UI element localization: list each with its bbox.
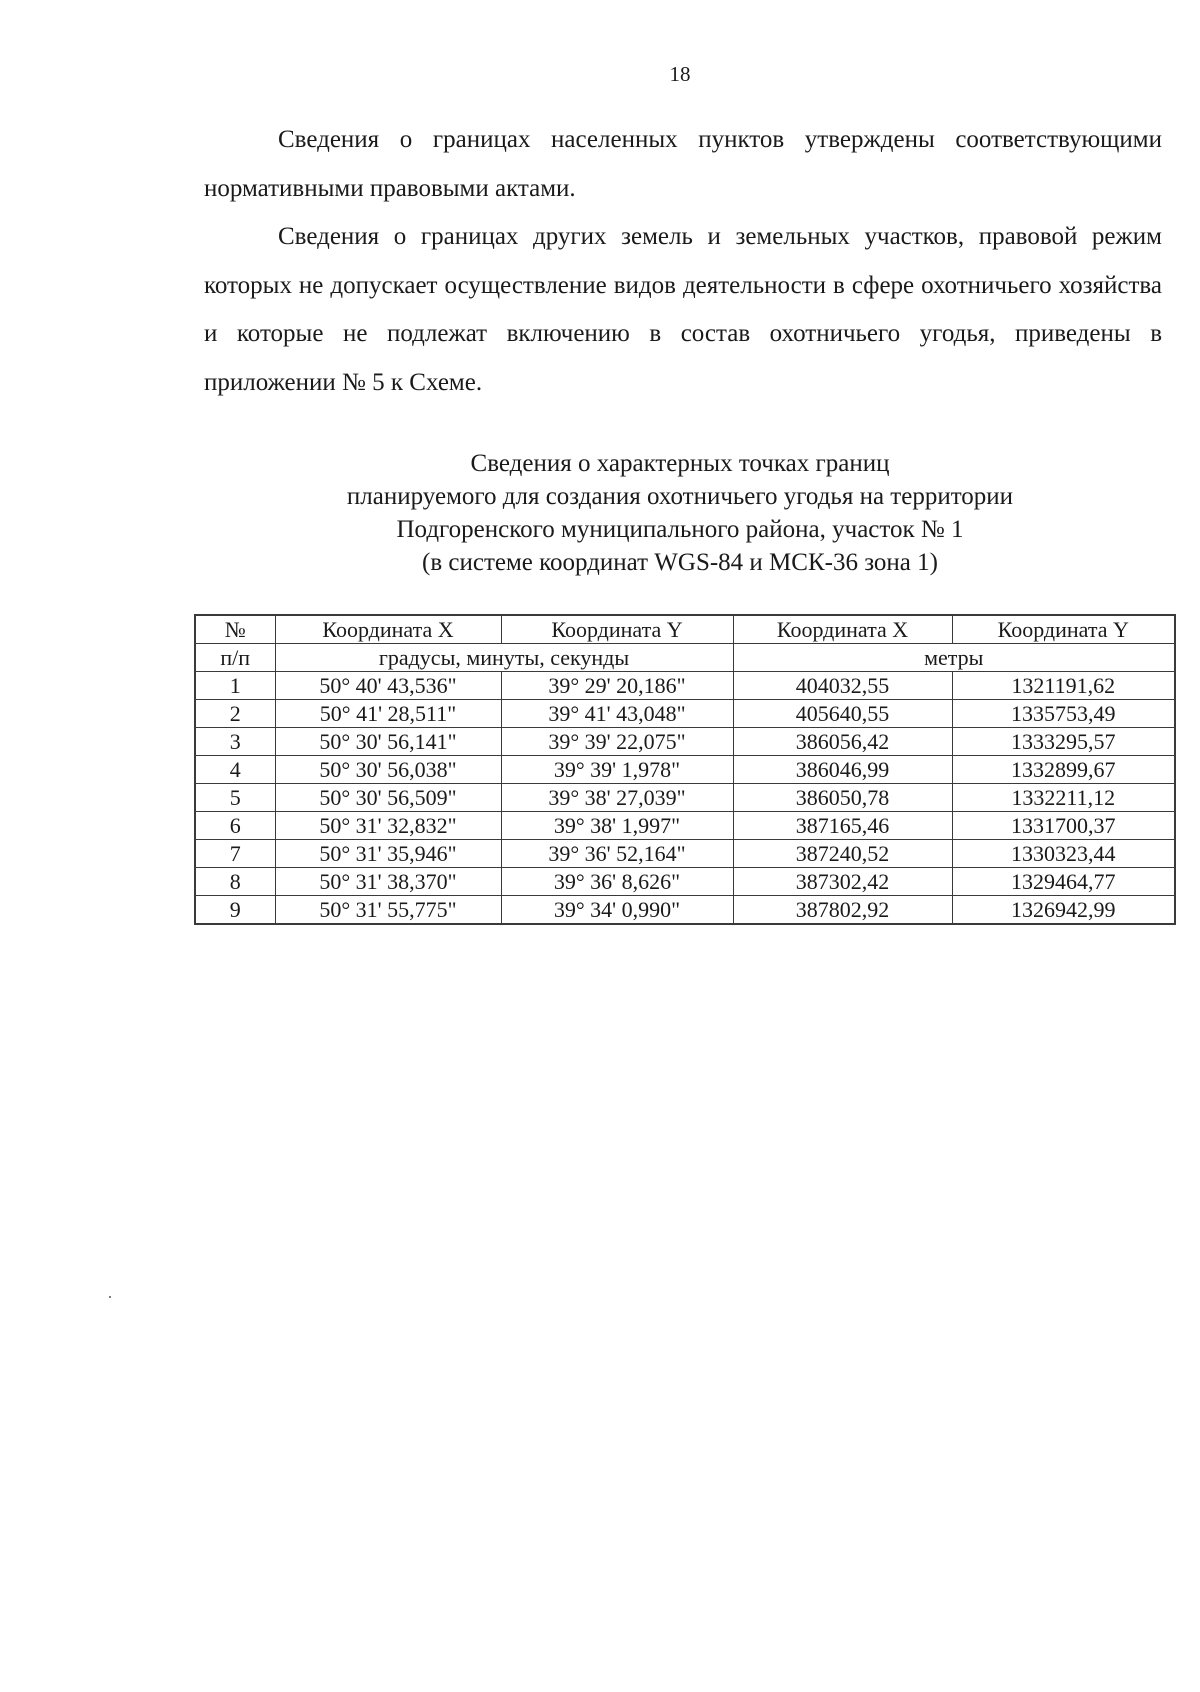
header-y-degrees: Координата Y: [501, 615, 733, 644]
cell-y-degrees: 39° 41' 43,048": [501, 700, 733, 728]
scan-speck: [109, 1296, 111, 1298]
cell-y-degrees: 39° 34' 0,990": [501, 896, 733, 925]
cell-y-meters: 1332211,12: [952, 784, 1175, 812]
cell-x-meters: 405640,55: [733, 700, 952, 728]
boundary-points-table: [194, 614, 1176, 925]
cell-y-meters: 1332899,67: [952, 756, 1175, 784]
cell-number: 6: [195, 812, 275, 840]
cell-x-degrees: 50° 31' 55,775": [275, 896, 501, 925]
cell-x-meters: 386046,99: [733, 756, 952, 784]
cell-y-degrees: 39° 29' 20,186": [501, 672, 733, 700]
table-title-line: (в системе координат WGS-84 и МСК-36 зона 1): [422, 549, 938, 576]
cell-y-degrees: 39° 39' 22,075": [501, 728, 733, 756]
cell-y-meters: 1329464,77: [952, 868, 1175, 896]
cell-x-meters: 386056,42: [733, 728, 952, 756]
header-x-degrees: Координата X: [275, 615, 501, 644]
table-row: [195, 756, 1175, 784]
cell-y-degrees: 39° 36' 52,164": [501, 840, 733, 868]
cell-y-meters: 1333295,57: [952, 728, 1175, 756]
cell-y-meters: 1331700,37: [952, 812, 1175, 840]
table-title-line: Подгоренского муниципального района, участок № 1: [396, 516, 964, 543]
table-row: [195, 812, 1175, 840]
cell-x-meters: 386050,78: [733, 784, 952, 812]
cell-y-degrees: 39° 38' 27,039": [501, 784, 733, 812]
table-row: [195, 700, 1175, 728]
cell-y-meters: 1335753,49: [952, 700, 1175, 728]
units-degrees: градусы, минуты, секунды: [275, 644, 733, 672]
cell-number: 5: [195, 784, 275, 812]
cell-number: 2: [195, 700, 275, 728]
cell-x-degrees: 50° 31' 32,832": [275, 812, 501, 840]
page-number: 18: [669, 62, 691, 86]
table-row: [195, 868, 1175, 896]
cell-y-meters: 1321191,62: [952, 672, 1175, 700]
cell-number: 3: [195, 728, 275, 756]
units-meters: метры: [733, 644, 1175, 672]
table-row: [195, 784, 1175, 812]
header-number: №: [195, 615, 275, 644]
cell-x-meters: 387165,46: [733, 812, 952, 840]
cell-y-meters: 1330323,44: [952, 840, 1175, 868]
header-y-meters: Координата Y: [952, 615, 1175, 644]
cell-number: 4: [195, 756, 275, 784]
paragraph-settlement-boundaries: Сведения о границах населенных пунктов утверждены соответствующими нормативными правовыми актами.: [204, 126, 1162, 202]
table-row: [195, 896, 1175, 925]
cell-y-degrees: 39° 36' 8,626": [501, 868, 733, 896]
cell-y-meters: 1326942,99: [952, 896, 1175, 925]
header-x-meters: Координата X: [733, 615, 952, 644]
paragraph-other-lands: Сведения о границах других земель и земельных участков, правовой режим которых не допускает осуществление видов деятельности в сфере охотничьего хозяйства и которые не подлежат включению в состав охотничьего угодья, приведены в приложении № 5 к Схеме.: [204, 223, 1162, 396]
table-row: [195, 840, 1175, 868]
table-title-line: планируемого для создания охотничьего угодья на территории: [346, 483, 1014, 510]
cell-x-meters: 387302,42: [733, 868, 952, 896]
cell-x-meters: 404032,55: [733, 672, 952, 700]
cell-number: 9: [195, 896, 275, 925]
cell-number: 8: [195, 868, 275, 896]
table-title: [180, 447, 1180, 579]
cell-x-degrees: 50° 31' 35,946": [275, 840, 501, 868]
table-row: [195, 672, 1175, 700]
table-units-row: [195, 644, 1175, 672]
table-header-row: [195, 615, 1175, 644]
cell-x-meters: 387802,92: [733, 896, 952, 925]
cell-number: 7: [195, 840, 275, 868]
cell-x-degrees: 50° 41' 28,511": [275, 700, 501, 728]
cell-x-degrees: 50° 30' 56,038": [275, 756, 501, 784]
cell-y-degrees: 39° 39' 1,978": [501, 756, 733, 784]
cell-x-degrees: 50° 40' 43,536": [275, 672, 501, 700]
cell-y-degrees: 39° 38' 1,997": [501, 812, 733, 840]
header-number-sub: п/п: [195, 644, 275, 672]
cell-x-degrees: 50° 30' 56,141": [275, 728, 501, 756]
cell-x-degrees: 50° 30' 56,509": [275, 784, 501, 812]
cell-x-degrees: 50° 31' 38,370": [275, 868, 501, 896]
table-title-line: Сведения о характерных точках границ: [470, 450, 890, 477]
cell-x-meters: 387240,52: [733, 840, 952, 868]
cell-number: 1: [195, 672, 275, 700]
table-row: [195, 728, 1175, 756]
